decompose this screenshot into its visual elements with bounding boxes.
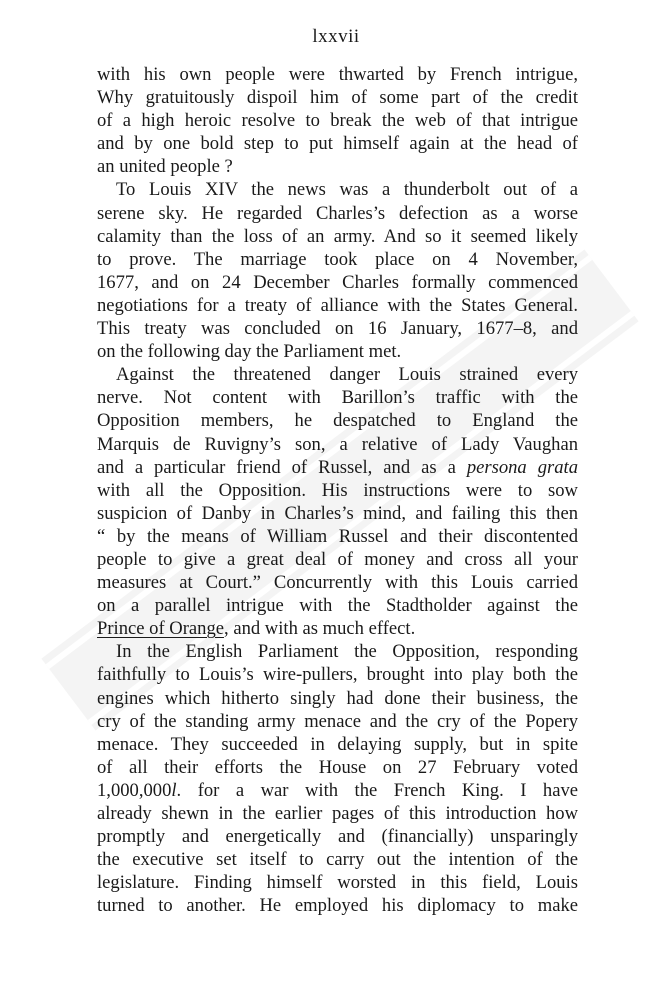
text-line <box>97 202 578 225</box>
text-run: Why gratuitously dispoil him of some part of the credit <box>97 87 578 109</box>
text-run: In the English Parliament the Opposition, responding <box>116 641 578 663</box>
text-run: Marquis de Ruvigny’s son, a relative of Lady Vaughan <box>97 433 578 455</box>
text-run: negotiations for a treaty of alliance with the States General. <box>97 294 578 316</box>
text-line <box>97 155 578 178</box>
text-run: This treaty was concluded on 16 January, 1677–8, and <box>97 318 578 340</box>
text-run: of a high heroic resolve to break the web of that intrigue <box>97 110 578 132</box>
text-run: suspicion of Danby in Charles’s mind, and failing this then <box>97 502 578 524</box>
text-run: with all the Opposition. His instructions were to sow <box>97 479 578 501</box>
text-run: Against the threatened danger Louis strained every <box>116 364 578 386</box>
text-run: 1677, and on 24 December Charles formally commenced <box>97 271 578 293</box>
text-run: calamity than the loss of an army. And so it seemed likely <box>97 225 578 247</box>
text-line <box>97 409 578 432</box>
text-line <box>97 594 578 617</box>
text-run: turned to another. He employed his diplomacy to make <box>97 895 578 917</box>
text-run: “ by the means of William Russel and their discontented <box>97 525 578 547</box>
text-run: measures at Court.” Concurrently with this Louis carried <box>97 572 578 594</box>
text-run: , and with as much effect. <box>224 618 416 640</box>
text-run: 1,000,000 <box>97 779 172 801</box>
italic-text: persona grata <box>466 456 578 478</box>
paragraph <box>97 63 578 178</box>
text-line <box>97 802 578 825</box>
text-run: on the following day the Parliament met. <box>97 341 402 363</box>
text-line <box>97 571 578 594</box>
text-run: with his own people were thwarted by French intrigue, <box>97 64 578 85</box>
text-run: faithfully to Louis’s wire-pullers, brought into play both the <box>97 664 578 686</box>
paragraph <box>97 363 578 640</box>
text-line <box>97 294 578 317</box>
text-run: serene sky. He regarded Charles’s defection as a worse <box>97 202 578 224</box>
text-line <box>97 848 578 871</box>
text-line <box>97 640 578 663</box>
text-line <box>97 779 578 802</box>
text-line <box>97 433 578 456</box>
text-line <box>97 894 578 917</box>
text-line <box>97 317 578 340</box>
text-run: an united people ? <box>97 156 233 178</box>
text-line <box>97 456 578 479</box>
paragraph <box>97 640 578 917</box>
text-line <box>97 386 578 409</box>
text-line <box>97 63 578 86</box>
text-line <box>97 871 578 894</box>
text-line <box>97 525 578 548</box>
text-run: already shewn in the earlier pages of this introduction how <box>97 803 578 824</box>
text-line <box>97 548 578 571</box>
text-line <box>97 617 578 640</box>
text-line <box>97 479 578 502</box>
text-line <box>97 271 578 294</box>
text-run: the executive set itself to carry out the intention of the <box>97 849 578 871</box>
text-run: legislature. Finding himself worsted in this field, Louis <box>97 872 578 894</box>
text-line <box>97 756 578 779</box>
text-run: on a parallel intrigue with the Stadtholder against the <box>97 595 578 617</box>
text-line <box>97 502 578 525</box>
text-run: and a particular friend of Russel, and as a <box>97 456 467 478</box>
text-line <box>97 663 578 686</box>
text-line <box>97 225 578 248</box>
text-line <box>97 132 578 155</box>
text-run: of all their efforts the House on 27 February voted <box>97 756 578 778</box>
text-run: people to give a great deal of money and cross all your <box>97 548 578 570</box>
text-line <box>97 733 578 756</box>
text-run: To Louis XIV the news was a thunderbolt out of a <box>116 179 578 201</box>
underlined-text: Prince of Orange <box>97 618 225 640</box>
text-run: nerve. Not content with Barillon’s traffic with the <box>97 387 578 409</box>
text-run: and by one bold step to put himself again at the head of <box>97 133 578 155</box>
text-run: promptly and energetically and (financially) unsparingly <box>97 826 578 848</box>
text-line <box>97 86 578 109</box>
paragraph <box>97 178 578 363</box>
page-number: lxxvii <box>312 26 360 47</box>
text-line <box>97 363 578 386</box>
text-run: Opposition members, he despatched to England the <box>97 410 578 432</box>
text-line <box>97 178 578 201</box>
text-run: . for a war with the French King. I have <box>176 779 578 801</box>
text-run: engines which hitherto singly had done their business, the <box>97 687 578 709</box>
text-line <box>97 825 578 848</box>
text-line <box>97 340 578 363</box>
text-line <box>97 710 578 733</box>
body-text <box>97 63 578 917</box>
text-line <box>97 687 578 710</box>
text-line <box>97 248 578 271</box>
text-line <box>97 109 578 132</box>
text-run: cry of the standing army menace and the cry of the Popery <box>97 710 578 732</box>
text-run: to prove. The marriage took place on 4 November, <box>97 248 578 270</box>
text-run: menace. They succeeded in delaying supply, but in spite <box>97 733 578 755</box>
italic-text: l <box>171 779 177 801</box>
